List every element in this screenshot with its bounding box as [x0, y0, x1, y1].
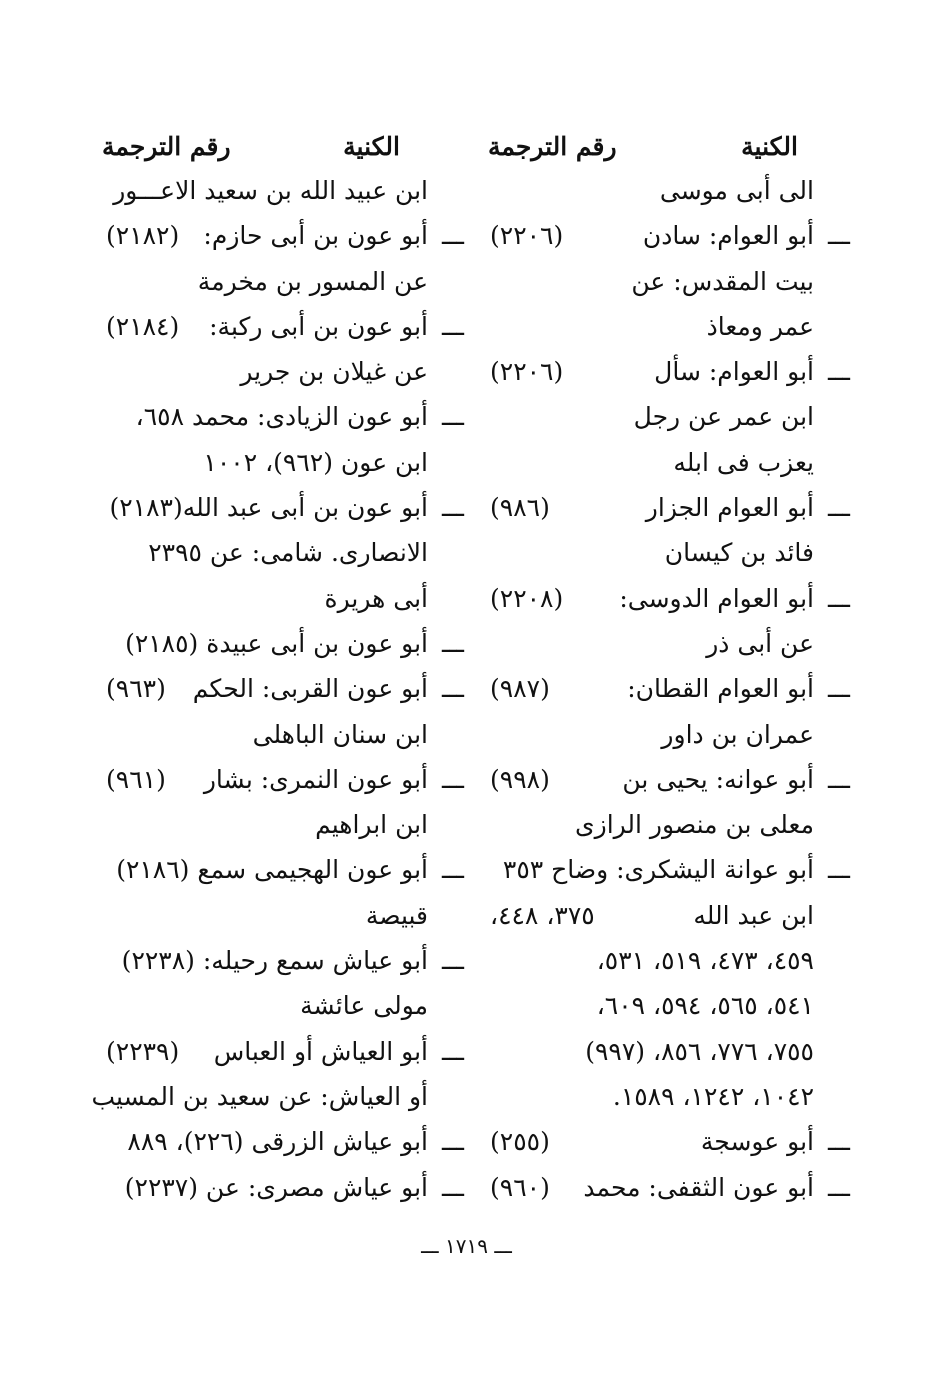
entry-text: ابن عبيد الله بن سعيد الاعـــور — [113, 176, 428, 205]
entry-text: فائد بن كيسان — [664, 538, 814, 568]
entry-dash: ـــ — [442, 1127, 464, 1157]
entry-line — [480, 1029, 850, 1074]
entry-line — [92, 576, 442, 621]
entry-line — [92, 983, 442, 1028]
entry-number: (٩٦٣) — [106, 674, 166, 704]
entry-text: أبو عياش سمع رحيله: (٢٢٣٨) — [121, 946, 428, 976]
entry-text: ابن عبد الله — [693, 900, 814, 930]
entry-dash: ـــ — [442, 221, 464, 251]
entry-text: ٤٥٩، ٤٧٣، ٥١٩، ٥٣١، — [596, 946, 814, 976]
entry-text: الى أبى موسى — [659, 176, 814, 205]
entry-line — [480, 666, 850, 711]
entry-line — [92, 394, 464, 439]
entry-number: (٩٨٧) — [490, 674, 550, 704]
entry-text: ٥٤١، ٥٦٥، ٥٩٤، ٦٠٩، — [596, 991, 814, 1021]
entry-text: الانصارى. شامى: عن ٢٣٩٥ — [148, 538, 428, 568]
entry-text: أبى هريرة — [324, 583, 428, 613]
entry-text: أبو عون بن أبى عبد الله(٢١٨٣) — [109, 493, 428, 523]
entry-line — [92, 621, 464, 666]
entry-dash: ـــ — [442, 1172, 464, 1202]
entry-text: عن أبى ذر — [706, 628, 814, 658]
entry-dash: ـــ — [442, 674, 464, 704]
entry-number: (٩٦٠) — [490, 1172, 550, 1202]
entry-line — [480, 213, 850, 258]
entry-text: عن غيلان بن جرير — [240, 357, 428, 387]
entry-dash: ـــ — [442, 764, 464, 794]
entry-line — [92, 168, 442, 213]
entry-text: أبو العوام: سأل — [654, 357, 814, 387]
entry-line — [92, 213, 464, 258]
entry-line — [480, 440, 850, 485]
entry-line — [92, 757, 464, 802]
entry-dash: ـــ — [828, 764, 850, 794]
entry-dash: ـــ — [828, 1172, 850, 1202]
entry-number: ٣٧٥، ٤٤٨، — [490, 900, 595, 930]
entry-text: أبو عون النمرى: بشار — [203, 764, 428, 794]
entry-line — [480, 349, 850, 394]
entry-text: ابن ابراهيم — [315, 810, 428, 840]
entry-text: أبو عياش الزرقى (٢٢٦)، ٨٨٩ — [127, 1127, 428, 1157]
entry-line — [92, 802, 442, 847]
entry-text: أبو عون القربى: الحكم — [192, 674, 428, 704]
entry-line — [480, 621, 850, 666]
entry-line — [92, 712, 442, 757]
entry-line — [480, 983, 850, 1028]
entry-text: عمر ومعاذ — [706, 311, 814, 341]
entry-number: (٢١٨٤) — [106, 311, 180, 341]
header-entry-number: رقم الترجمة — [102, 132, 231, 161]
right-column — [480, 124, 850, 1210]
entry-dash: ـــ — [442, 946, 464, 976]
right-column-header — [480, 124, 850, 168]
entry-text: أبو العوام الدوسى: — [619, 583, 814, 613]
left-column — [91, 124, 464, 1210]
entry-line — [92, 1119, 464, 1164]
entry-dash: ـــ — [442, 1036, 464, 1066]
entry-number: (٩٩٨) — [490, 764, 550, 794]
entry-number: (٢٢٠٦) — [490, 221, 564, 251]
entry-text: بيت المقدس: عن — [631, 266, 814, 296]
entry-number: (٢١٨٢) — [106, 221, 180, 251]
entry-number: (٢٢٠٦) — [490, 357, 564, 387]
entry-number: (٩٦١) — [106, 764, 166, 794]
entry-line — [480, 168, 850, 213]
entry-line — [480, 1074, 850, 1119]
header-kunya: الكنية — [741, 132, 798, 161]
entry-text: أبو عون الزيادى: محمد ٦٥٨، — [135, 402, 428, 432]
entry-text: ١٠٤٢، ١٢٤٢، ١٥٨٩. — [612, 1081, 814, 1111]
entry-line — [480, 394, 850, 439]
entry-text: أبو عياش مصرى: عن (٢٢٣٧) — [124, 1172, 428, 1202]
entry-line — [92, 304, 464, 349]
entry-line — [480, 1119, 850, 1164]
entry-line — [92, 666, 464, 711]
entry-text: أبو عون بن أبى ركبة: — [209, 311, 428, 341]
entry-dash: ـــ — [442, 402, 464, 432]
entry-text: أبو العوام: سادن — [642, 221, 814, 251]
left-column-header — [92, 124, 442, 168]
entry-line — [92, 938, 464, 983]
entry-text: ابن عمر عن رجل — [633, 402, 814, 432]
entry-number: (٢٢٣٩) — [106, 1036, 180, 1066]
entry-dash: ـــ — [828, 1127, 850, 1157]
entry-line — [480, 485, 850, 530]
entry-dash: ـــ — [442, 493, 464, 523]
entry-line — [480, 259, 850, 304]
entry-line — [480, 757, 850, 802]
entry-text: أبو العوام الجزار — [645, 493, 814, 523]
entry-text: أبو العياش أو العباس — [213, 1036, 428, 1066]
entry-text: مولى عائشة — [300, 991, 428, 1021]
entry-line — [480, 1165, 850, 1210]
entry-line — [92, 530, 442, 575]
entry-line — [480, 893, 850, 938]
entry-line — [480, 530, 850, 575]
entry-dash: ـــ — [828, 583, 850, 613]
entry-number: (٢٥٥) — [490, 1127, 550, 1157]
entry-text: أبو عون بن أبى حازم: — [203, 221, 428, 251]
entry-text: أبو عوانه: يحيى بن — [622, 764, 814, 794]
entry-text: أبو العوام القطان: — [627, 674, 814, 704]
entry-line — [92, 893, 442, 938]
entry-line — [92, 485, 464, 530]
entry-dash: ـــ — [442, 311, 464, 341]
right-entries — [480, 168, 850, 1210]
entry-line — [480, 802, 850, 847]
entry-text: أبو عوسجة — [700, 1127, 814, 1157]
entry-text: عمران بن داور — [661, 719, 814, 749]
entry-text: أبو عوانة اليشكرى: وضاح ٣٥٣ — [502, 855, 814, 885]
entry-text: عن المسور بن مخرمة — [197, 266, 428, 296]
entry-line — [92, 847, 464, 892]
entry-line — [92, 1074, 442, 1119]
entry-text: يعزب فى ابله — [673, 447, 814, 477]
entry-text: أبو عون الهجيمى سمع (٢١٨٦) — [116, 855, 428, 885]
entry-dash: ـــ — [828, 855, 850, 885]
entry-text: معلى بن منصور الرازى — [575, 810, 814, 840]
entry-line — [92, 1029, 464, 1074]
entry-text: أبو عون الثقفى: محمد — [583, 1172, 814, 1202]
entry-line — [92, 1165, 464, 1210]
entry-text: قبيصة — [365, 900, 428, 930]
entry-line — [480, 938, 850, 983]
entry-text: ٧٥٥، ٧٧٦، ٨٥٦، (٩٩٧) — [585, 1036, 814, 1066]
entry-line — [92, 349, 442, 394]
entry-number: (٩٨٦) — [490, 493, 550, 523]
entry-dash: ـــ — [828, 221, 850, 251]
entry-dash: ـــ — [828, 357, 850, 387]
entry-line — [480, 576, 850, 621]
entry-text: أبو عون بن أبى عبيدة (٢١٨٥) — [125, 628, 428, 658]
entry-text: أو العياش: عن سعيد بن المسيب — [91, 1081, 428, 1111]
entry-line — [92, 440, 442, 485]
page-number: ـــ ١٧١٩ ـــ — [421, 1234, 512, 1258]
entry-line — [480, 304, 850, 349]
entry-dash: ـــ — [828, 493, 850, 523]
entry-line — [92, 259, 442, 304]
entry-number: (٢٢٠٨) — [490, 583, 564, 613]
entry-line — [480, 847, 850, 892]
entry-dash: ـــ — [442, 628, 464, 658]
entry-text: ابن عون (٩٦٢)، ١٠٠٢ — [203, 447, 428, 477]
entry-dash: ـــ — [828, 674, 850, 704]
header-entry-number: رقم الترجمة — [488, 132, 617, 161]
entry-dash: ـــ — [442, 855, 464, 885]
entry-line — [480, 712, 850, 757]
left-entries — [91, 168, 464, 1210]
header-kunya: الكنية — [343, 132, 400, 161]
entry-text: ابن سنان الباهلى — [252, 719, 428, 749]
